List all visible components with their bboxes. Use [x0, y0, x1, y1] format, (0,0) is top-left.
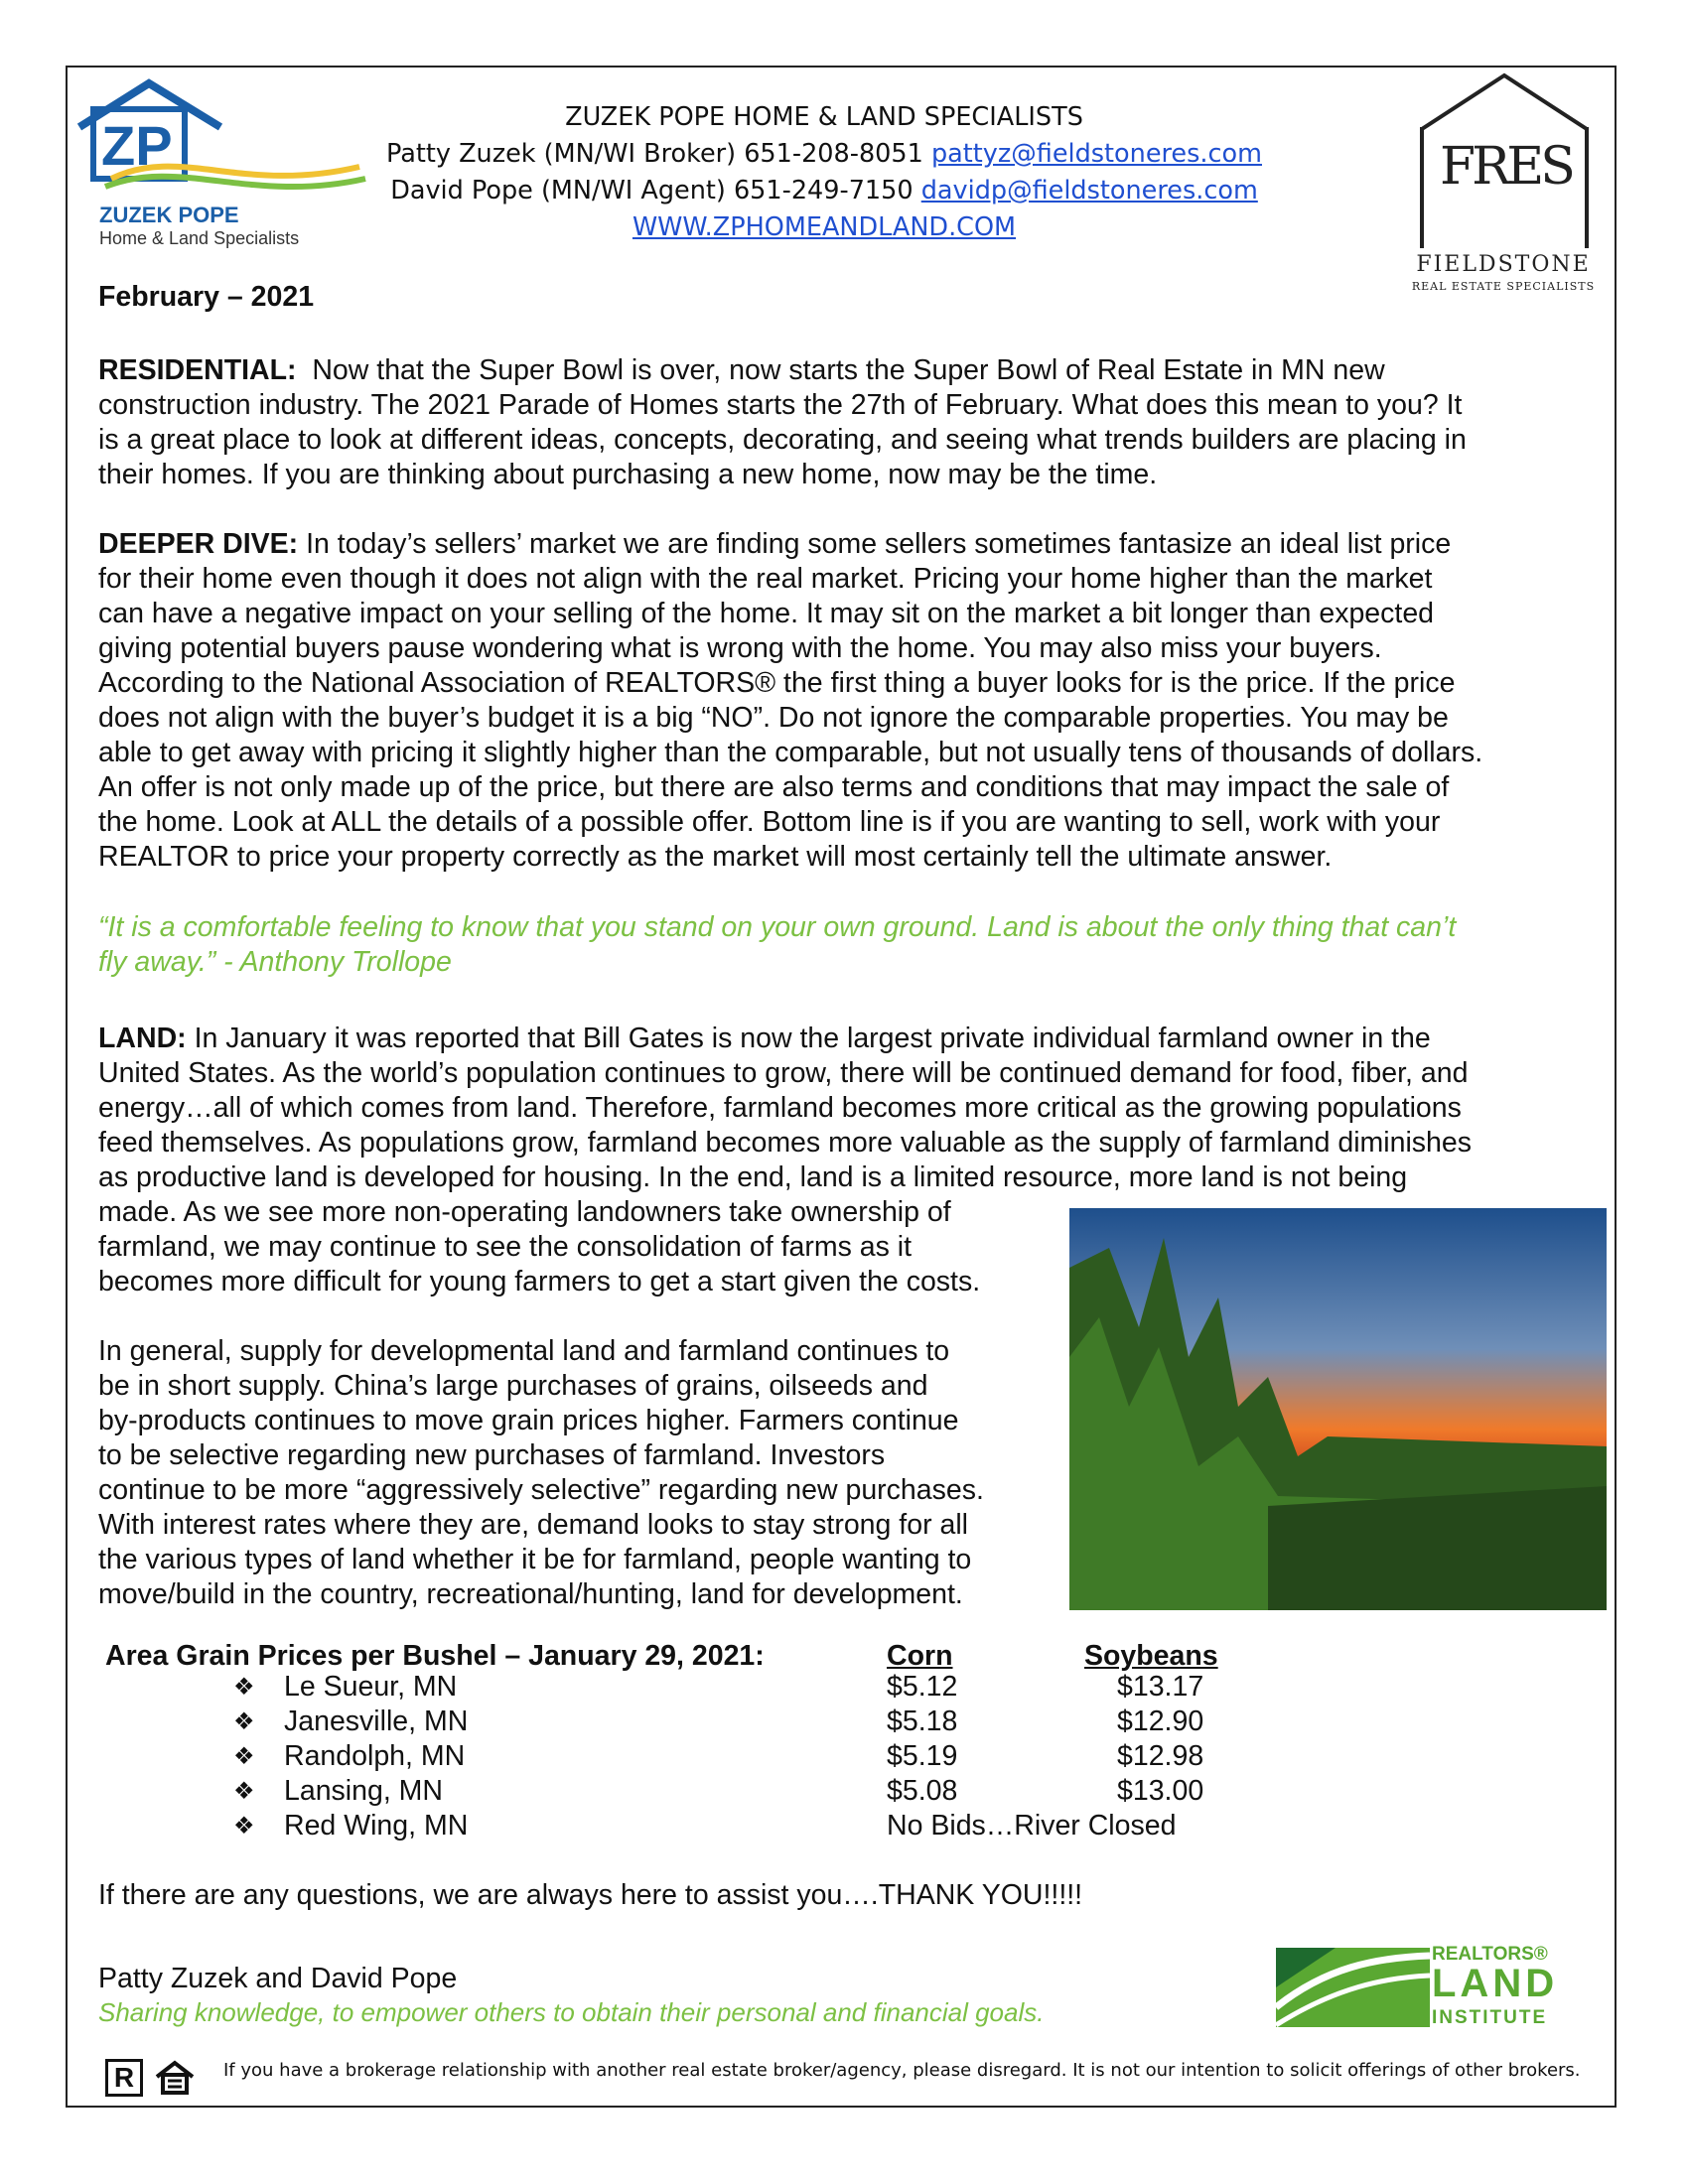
deeper-dive-line-1: DEEPER DIVE: In today’s sellers’ market we are finding some sellers sometimes fantasize an ideal list price — [98, 528, 1452, 560]
grain-corn: No Bids…River Closed — [887, 1810, 1177, 1842]
zp-tagline: Home & Land Specialists — [99, 228, 300, 248]
grain-corn: $5.08 — [887, 1775, 958, 1807]
grain-place: Janesville, MN — [284, 1706, 469, 1737]
grain-corn: $5.18 — [887, 1706, 958, 1737]
grain-place: Le Sueur, MN — [284, 1671, 458, 1703]
motto: Sharing knowledge, to empower others to obtain their personal and financial goals. — [98, 1997, 1045, 2027]
grain-soy: $13.17 — [1117, 1671, 1204, 1703]
trollope-quote — [98, 910, 1608, 980]
newsletter-date: February – 2021 — [98, 281, 315, 313]
deeper-dive-line-7: able to get away with pricing it slightly higher than the comparable, but not usually tens of thousands of dollars. — [98, 737, 1483, 768]
deeper-dive-line-3: can have a negative impact on your selling of the home. It may sit on the market a bit longer than expected — [98, 598, 1435, 629]
agent-contact — [328, 173, 1321, 209]
grain-soy: $13.00 — [1117, 1775, 1204, 1807]
residential-heading: RESIDENTIAL: — [98, 354, 297, 386]
deeper-dive-line-9: the home. Look at ALL the details of a possible offer. Bottom line is if you are wanting to sell, work with your — [98, 806, 1441, 838]
residential-line-1: RESIDENTIAL: Now that the Super Bowl is over, now starts the Super Bowl of Real Estate in MN new — [98, 354, 1385, 386]
agent-email-link[interactable]: davidp@fieldstoneres.com — [920, 176, 1258, 205]
company-name: ZUZEK POPE HOME & LAND SPECIALISTS — [565, 102, 1083, 132]
land-p2-line-7: the various types of land whether it be for farmland, people wanting to — [98, 1544, 972, 1575]
residential-section — [98, 353, 1608, 492]
land-line-5: as productive land is developed for housing. In the end, land is a limited resource, more land is not being — [98, 1161, 1408, 1193]
land-line-6: made. As we see more non-operating landowners take ownership of — [98, 1196, 951, 1228]
grain-place: Red Wing, MN — [284, 1810, 469, 1842]
quote-line-1: “It is a comfortable feeling to know that you stand on your own ground. Land is about the only thing that can’t — [98, 911, 1457, 943]
rli-field-icon — [1276, 1948, 1430, 2027]
land-line-8: becomes more difficult for young farmers to get a start given the costs. — [98, 1266, 981, 1297]
diamond-bullet-icon: ❖ — [233, 1778, 255, 1805]
grain-place: Randolph, MN — [284, 1740, 466, 1772]
residential-line-3: is a great place to look at different ideas, concepts, decorating, and seeing what trends builders are placing in — [98, 424, 1467, 456]
zp-name: ZUZEK POPE — [99, 203, 239, 227]
letterhead — [328, 99, 1321, 246]
deeper-dive-line-2: for their home even though it does not align with the real market. Pricing your home higher than the market — [98, 563, 1433, 595]
land-line-1: LAND: In January it was reported that Bill Gates is now the largest private individual farmland owner in the — [98, 1023, 1431, 1054]
zp-initials: ZP — [101, 114, 173, 177]
land-p2-line-6: With interest rates where they are, demand looks to stay strong for all — [98, 1509, 968, 1541]
deeper-dive-line-5: According to the National Association of REALTORS® the first thing a buyer looks for is the price. If the price — [98, 667, 1456, 699]
land-p2-line-4: to be selective regarding new purchases of farmland. Investors — [98, 1439, 886, 1471]
agent-line: David Pope (MN/WI Agent) 651-249-7150 — [390, 176, 914, 205]
signature: Patty Zuzek and David Pope — [98, 1963, 458, 1994]
rli-line-1: REALTORS® — [1432, 1944, 1548, 1965]
realtor-r-icon: R — [105, 2059, 143, 2097]
residential-line-4: their homes. If you are thinking about purchasing a new home, now may be the time. — [98, 459, 1158, 490]
land-p2-line-5: continue to be more “aggressively selective” regarding new purchases. — [98, 1474, 984, 1506]
cornfield-sunset-photo — [1069, 1208, 1607, 1610]
land-p2-line-1: In general, supply for developmental land and farmland continues to — [98, 1335, 950, 1367]
diamond-bullet-icon: ❖ — [233, 1708, 255, 1735]
grain-corn: $5.19 — [887, 1740, 958, 1772]
rli-line-2: LAND — [1432, 1962, 1559, 2005]
diamond-bullet-icon: ❖ — [233, 1674, 255, 1701]
closing-note: If there are any questions, we are always here to assist you….THANK YOU!!!!! — [98, 1879, 1083, 1911]
diamond-bullet-icon: ❖ — [233, 1743, 255, 1770]
brokerage-disclaimer: If you have a brokerage relationship with another real estate broker/agency, please disregard. It is not our intention to solicit offerings of other brokers. — [223, 2060, 1581, 2081]
rli-line-3: INSTITUTE — [1432, 2007, 1548, 2028]
fieldstone-logo — [1400, 69, 1609, 298]
realtors-land-institute-logo — [1276, 1944, 1594, 2033]
residential-line-2: construction industry. The 2021 Parade of Homes starts the 27th of February. What does this mean to you? It — [98, 389, 1463, 421]
land-line-7: farmland, we may continue to see the consolidation of farms as it — [98, 1231, 912, 1263]
website-link[interactable]: WWW.ZPHOMEANDLAND.COM — [632, 212, 1017, 242]
deeper-dive-line-8: An offer is not only made up of the price, but there are also terms and conditions that may impact the sale of — [98, 771, 1450, 803]
grain-corn: $5.12 — [887, 1671, 958, 1703]
quote-line-2: fly away.” - Anthony Trollope — [98, 946, 452, 978]
land-p2-line-3: by-products continues to move grain prices higher. Farmers continue — [98, 1405, 959, 1436]
broker-contact — [328, 136, 1321, 173]
land-line-2: United States. As the world’s population continues to grow, there will be continued demand for food, fiber, and — [98, 1057, 1469, 1089]
website-row — [328, 209, 1321, 246]
land-p2-line-8: move/build in the country, recreational/hunting, land for development. — [98, 1578, 963, 1610]
grain-soy: $12.90 — [1117, 1706, 1204, 1737]
grain-title: Area Grain Prices per Bushel – January 29, 2021: — [105, 1640, 765, 1672]
grain-place: Lansing, MN — [284, 1775, 443, 1807]
zuzek-pope-logo — [71, 75, 369, 254]
land-line-3: energy…all of which comes from land. Therefore, farmland becomes more critical as the growing populations — [98, 1092, 1462, 1124]
grain-col-soybeans: Soybeans — [1084, 1640, 1218, 1672]
broker-email-link[interactable]: pattyz@fieldstoneres.com — [930, 139, 1262, 169]
land-line-4: feed themselves. As populations grow, farmland becomes more valuable as the supply of farmland diminishes — [98, 1127, 1472, 1159]
grain-soy: $12.98 — [1117, 1740, 1204, 1772]
land-p2-line-2: be in short supply. China’s large purchases of grains, oilseeds and — [98, 1370, 928, 1402]
deeper-dive-line-4: giving potential buyers pause wondering what is wrong with the home. You may also miss your buyers. — [98, 632, 1382, 664]
fieldstone-tagline: REAL ESTATE SPECIALISTS — [1411, 280, 1596, 293]
diamond-bullet-icon: ❖ — [233, 1813, 255, 1840]
broker-line: Patty Zuzek (MN/WI Broker) 651-208-8051 — [386, 139, 923, 169]
fieldstone-name: FIELDSTONE — [1416, 252, 1591, 277]
fres-monogram: FRES — [1440, 137, 1572, 197]
equal-housing-icon — [153, 2059, 197, 2097]
deeper-dive-line-10: REALTOR to price your property correctly as the market will most certainly tell the ultimate answer. — [98, 841, 1333, 873]
grain-col-corn: Corn — [887, 1640, 953, 1672]
deeper-dive-heading: DEEPER DIVE: — [98, 528, 299, 560]
deeper-dive-line-6: does not align with the buyer’s budget it is a big “NO”. Do not ignore the comparable properties. You may be — [98, 702, 1449, 734]
land-heading: LAND: — [98, 1023, 187, 1054]
deeper-dive-section — [98, 527, 1618, 875]
